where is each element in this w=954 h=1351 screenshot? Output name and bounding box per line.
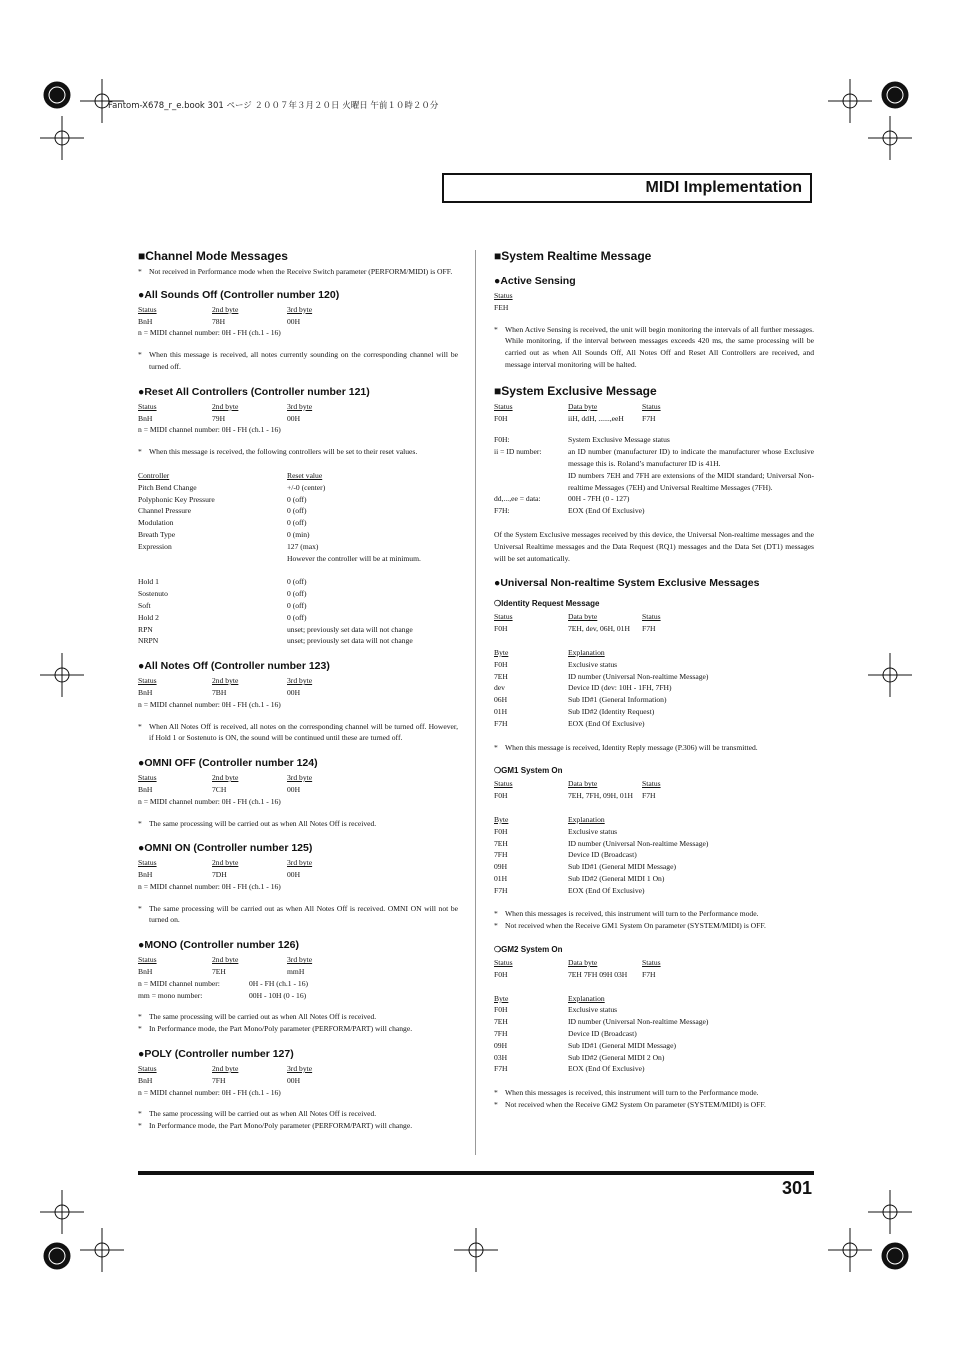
note: * Not received when the Receive GM1 System On parameter (SYSTEM/MIDI) is OFF. [494,921,766,931]
status-table: Status 2nd byte 3rd byte BnH 7BH 00H [138,676,313,697]
note: * When this message is received, all notes currently sounding on the corresponding channel will be turned off. [138,350,458,371]
table-row [494,671,708,683]
channel-range: n = MIDI channel number: 0H - FH (ch.1 - 16) [138,699,281,709]
channel-range: n = MIDI channel number: 0H - FH (ch.1 - 16) [138,425,281,435]
table-cell: Byte [494,647,509,657]
table-cell: ii = ID number: [494,447,542,457]
table-cell: Sub ID#2 (General MIDI 2 On) [568,1052,665,1062]
byte-table [494,647,708,730]
table-cell: Explanation [568,814,605,824]
table-cell: 06H [494,695,508,705]
table-cell: Polyphonic Key Pressure [138,494,215,504]
table-cell: ID number (Universal Non-realtime Message) [568,838,709,848]
table-row [494,1052,708,1064]
table-cell: +/-0 (center) [287,482,326,492]
table-row [494,849,708,861]
table-cell: Device ID (Broadcast) [568,850,637,860]
table-row [494,647,708,659]
status-value: FEH [494,302,509,312]
column-divider [475,250,476,1155]
identity-request-heading: ❍Identity Request Message [494,599,600,609]
table-row [494,1063,708,1075]
table-cell: Exclusive status [568,1005,618,1015]
table-row [494,682,708,694]
note: * The same processing will be carried out as when All Notes Off is received. OMNI ON will not be turned on. [138,903,458,925]
system-realtime-heading: ■System Realtime Message [494,249,652,263]
table-cell: Exclusive status [568,826,618,836]
table-cell: Pitch Bend Change [138,482,197,492]
table-cell: Sub ID#1 (General MIDI Message) [568,1040,676,1050]
table-cell: ID number (Universal Non-realtime Message) [568,1017,709,1027]
table-cell: 0 (off) [287,494,307,504]
table-cell: Device ID (dev: 10H - 1FH, 7FH) [568,683,672,693]
table-cell: 09H [494,1040,508,1050]
table-cell: EOX (End Of Exclusive) [568,718,645,728]
status-table: Status 2nd byte 3rd byte BnH 7FH 00H [138,1064,313,1085]
status-table: Status Data byte Status F0H 7EH, 7FH, 09H, 01H F7H [494,779,661,801]
reset-values-table: Controller Reset value Pitch Bend Change +/-0 (center) Polyphonic Key Pressure 0 (off) Channel Pressure 0 (off) Modulation 0 (off) Breath Type 0 (min) Expression 127 (max) However the controller will be at minimum. [138,470,421,563]
page-title: MIDI Implementation [645,179,802,196]
table-row [494,873,708,885]
table-cell: Sostenuto [138,589,168,599]
table-cell: Sub ID#2 (General MIDI 1 On) [568,873,665,883]
table-cell: 0 (off) [287,518,307,528]
table-cell: 01H [494,873,508,883]
table-cell: F0H [494,826,508,836]
channel-range: n = MIDI channel number: 0H - FH (ch.1 - 16) [138,796,281,806]
note: * Not received when the Receive GM2 System On parameter (SYSTEM/MIDI) is OFF. [494,1100,766,1110]
section-title-box [442,173,812,203]
note: * In Performance mode, the Part Mono/Poly parameter (PERFORM/PART) will change. [138,1024,413,1034]
table-cell: Explanation [568,647,605,657]
channel-mode-heading: ■Channel Mode Messages [138,249,288,263]
table-cell: 7EH [494,671,508,681]
table-row [138,482,421,494]
table-cell: NRPN [138,636,159,646]
table-cell: 00H - 7FH (0 - 127) [568,494,630,504]
table-row [494,838,708,850]
table-cell: Hold 2 [138,612,159,622]
table-cell: F7H: [494,506,510,516]
table-cell: Device ID (Broadcast) [568,1029,637,1039]
table-row [494,826,708,838]
byte-table [494,814,708,897]
table-row [138,529,421,541]
table-cell: an ID number (manufacturer ID) to indicate the manufacturer whose Exclusive message this is. Roland’s manufacturer ID is 41H. [568,447,814,468]
table-row [494,1040,708,1052]
table-cell: 7EH [494,1017,508,1027]
table-cell: System Exclusive Message status [568,435,670,445]
note: * When this messages is received, this instrument will turn to the Performance mode. [494,1088,759,1098]
note: * The same processing will be carried out as when All Notes Off is received. [138,1012,377,1022]
table-cell: Modulation [138,518,174,528]
gm1-system-on-heading: ❍GM1 System On [494,766,563,776]
universal-non-realtime-heading: ●Universal Non-realtime System Exclusive Messages [494,577,760,590]
reset-values-table-2 [138,576,413,647]
gm2-system-on-heading: ❍GM2 System On [494,945,563,955]
mono-heading: ●MONO (Controller number 126) [138,939,299,952]
table-row [494,1004,708,1016]
table-row [494,470,814,494]
table-row [494,659,708,671]
table-cell: 0 (min) [287,529,310,539]
table-cell: 01H [494,706,508,716]
table-cell: Exclusive status [568,659,618,669]
page-number: 301 [781,1178,812,1198]
table-row [494,993,708,1005]
channel-range: n = MIDI channel number: 0H - FH (ch.1 - 16) [138,881,281,891]
table-cell: EOX (End Of Exclusive) [568,885,645,895]
table-cell: 7FH [494,850,508,860]
table-cell: Sub ID#1 (General Information) [568,695,667,705]
note: * When All Notes Off is received, all notes on the corresponding channel will be turned off. However, if Hold 1 or Sostenuto is ON, the sound will be continued until these are turned off. [138,721,458,743]
table-row [494,505,814,517]
table-cell: EOX (End Of Exclusive) [568,506,645,516]
table-cell [138,553,287,565]
table-row [138,505,421,517]
reset-all-controllers-heading: ●Reset All Controllers (Controller number 121) [138,385,370,398]
table-cell: 0 (off) [287,612,307,622]
table-row [138,553,421,565]
byte-table [494,993,708,1076]
table-cell: unset; previously set data will not change [287,624,413,634]
table-cell [494,470,568,494]
table-cell: F0H [494,1005,508,1015]
table-cell: RPN [138,624,153,634]
note: * When this message is received, the following controllers will be set to their reset values. [138,447,418,457]
table-row [494,694,708,706]
channel-range: n = MIDI channel number: 0H - FH (ch.1 - 16) [138,1087,281,1097]
table-row [138,576,413,588]
note: * When this message is received, Identity Reply message (P.306) will be transmitted. [494,742,758,752]
table-cell: Sub ID#1 (General MIDI Message) [568,862,676,872]
mono-ranges: n = MIDI channel number: 0H - FH (ch.1 - 16) mm = mono number: 00H - 10H (0 - 16) [138,978,309,1000]
table-row [494,434,814,446]
table-cell: 0 (off) [287,577,307,587]
status-table: Status Data byte Status F0H 7EH 7FH 09H 03H F7H [494,958,661,979]
system-exclusive-heading: ■System Exclusive Message [494,383,657,398]
table-cell: unset; previously set data will not change [287,636,413,646]
table-row [138,624,413,636]
table-cell: Byte [494,993,509,1003]
all-notes-off-heading: ●All Notes Off (Controller number 123) [138,660,330,673]
footer-rule [138,1171,814,1175]
status-table: Status 2nd byte 3rd byte BnH 7CH 00H [138,773,313,794]
table-cell: 09H [494,862,508,872]
table-cell: 7FH [494,1029,508,1039]
right-column [494,248,814,1111]
exclusive-paragraph: Of the System Exclusive messages received by this device, the Universal Non-realtime messages and the Universal Realtime messages and the Data Request (RQ1) messages and the Data Set (DT1) messages will be set automatically. [494,529,814,563]
status-table: Status 2nd byte 3rd byte BnH 78H 00H [138,304,313,326]
table-cell: Byte [494,814,509,824]
table-cell: 0 (off) [287,506,307,516]
note: * When Active Sensing is received, the unit will begin monitoring the intervals of all further messages. While monitoring, if the interval between messages exceeds 420 ms, the same processing will be carried out as when All Sounds Off, All Notes Off and Reset All Controllers are received, and message interval monitoring will be halted. [494,324,814,369]
status-table: Status 2nd byte 3rd byte BnH 7DH 00H [138,858,313,880]
table-cell: ID number (Universal Non-realtime Message) [568,671,709,681]
status-table: Status Data byte Status F0H 7EH, dev, 06H, 01H F7H [494,612,661,634]
table-cell: 03H [494,1052,508,1062]
table-cell: However the controller will be at minimum. [287,553,421,563]
table-row [494,885,708,897]
table-row [138,588,413,600]
table-row [138,600,413,612]
table-row [138,612,413,624]
table-cell: 7EH [494,838,508,848]
table-row [138,494,421,506]
table-cell: F0H: [494,435,510,445]
table-cell: dd,...,ee = data: [494,494,541,504]
status-label: Status [494,291,513,300]
left-column [138,248,458,1132]
poly-heading: ●POLY (Controller number 127) [138,1048,294,1061]
note: * The same processing will be carried out as when All Notes Off is received. [138,1109,377,1119]
table-row [494,493,814,505]
table-cell: Hold 1 [138,577,159,587]
table-cell: Expression [138,541,172,551]
table-cell: ID numbers 7EH and 7FH are extensions of the MIDI standard; Universal Non-realtime Messages (7EH) and Universal Realtime Messages (7FH). [568,470,814,492]
table-cell: Sub ID#2 (Identity Request) [568,706,655,716]
exclusive-definitions [494,434,814,517]
table-cell: Channel Pressure [138,506,191,516]
table-row [494,718,708,730]
table-cell: F0H [494,659,508,669]
table-row [494,1016,708,1028]
table-cell: Explanation [568,993,605,1003]
note: * Not received in Performance mode when the Receive Switch parameter (PERFORM/MIDI) is OFF. [138,267,453,276]
table-cell: F7H [494,885,508,895]
table-row [494,1028,708,1040]
status-table: Status Data byte Status F0H iiH, ddH, ......,eeH F7H [494,401,661,423]
table-cell: 127 (max) [287,541,319,551]
note: * The same processing will be carried out as when All Notes Off is received. [138,818,377,828]
table-cell: Breath Type [138,529,176,539]
status-table: Status 2nd byte 3rd byte BnH 7EH mmH [138,955,313,977]
table-cell: F7H [494,718,508,728]
table-row [494,706,708,718]
table-row [138,517,421,529]
table-cell: EOX (End Of Exclusive) [568,1064,645,1074]
table-row [494,446,814,470]
table-cell: F7H [494,1064,508,1074]
table-row [494,861,708,873]
all-sounds-off-heading: ●All Sounds Off (Controller number 120) [138,288,340,301]
table-row [494,814,708,826]
print-file-info: Fantom-X678_r_e.book 301 ページ ２００７年３月２０日 火曜日 午前１０時２０分 [108,101,439,111]
omni-off-heading: ●OMNI OFF (Controller number 124) [138,757,318,770]
table-cell: Soft [138,600,151,610]
table-row [138,541,421,553]
table-cell: dev [494,683,505,693]
status-table: Status 2nd byte 3rd byte BnH 79H 00H [138,401,313,423]
table-row [138,635,413,647]
omni-on-heading: ●OMNI ON (Controller number 125) [138,842,313,855]
table-cell: 0 (off) [287,589,307,599]
active-sensing-heading: ●Active Sensing [494,275,576,287]
table-cell: 0 (off) [287,600,307,610]
channel-range: n = MIDI channel number: 0H - FH (ch.1 - 16) [138,328,281,338]
note: * When this messages is received, this instrument will turn to the Performance mode. [494,909,759,919]
note: * In Performance mode, the Part Mono/Poly parameter (PERFORM/PART) will change. [138,1121,413,1131]
